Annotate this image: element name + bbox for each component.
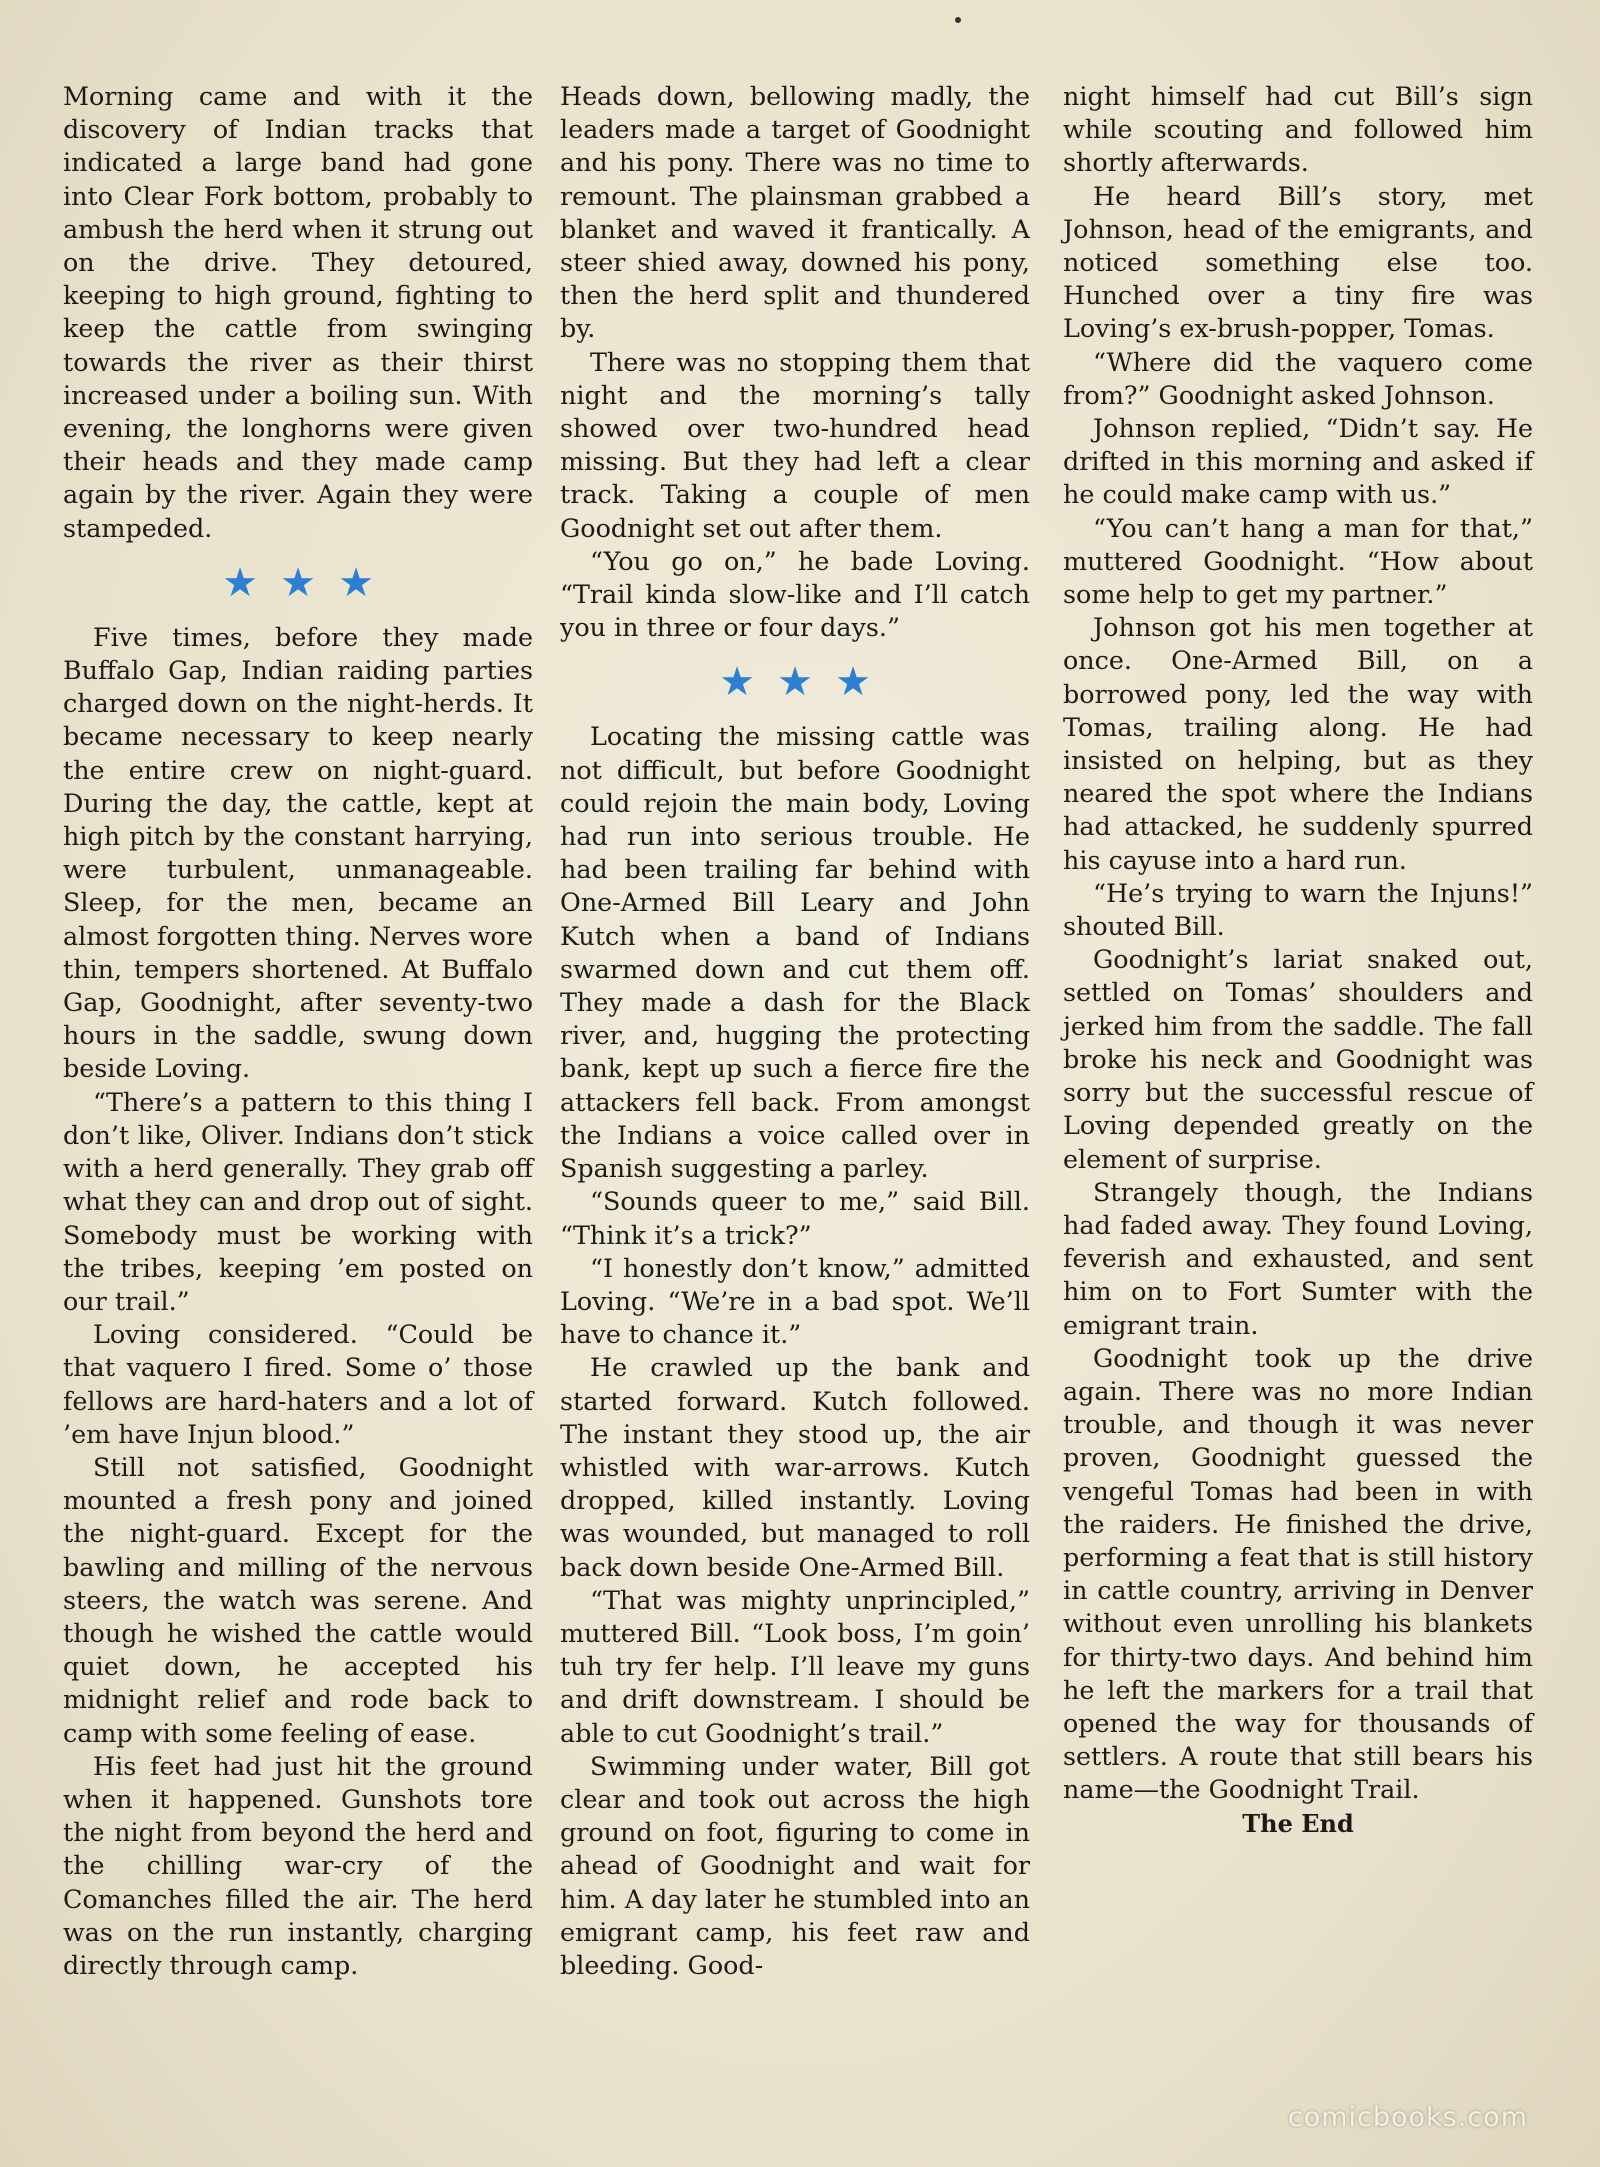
paragraph: Heads down, bellowing madly, the leaders made a target of Goodnight and his pony. There was no time to remount. The plainsman grabbed a blanket and waved it frantically. A steer shied away, downed his pony, then the herd split and thundered by. xyxy=(560,81,1030,344)
star-icon: ★ xyxy=(338,559,374,606)
paragraph: night himself had cut Bill’s sign while scouting and followed him shortly afterwards. xyxy=(1063,81,1533,178)
paragraph: Johnson replied, “Didn’t say. He drifted in this morning and asked if he could make camp with us.” xyxy=(1063,413,1533,510)
paragraph: Goodnight took up the drive again. There was no more Indian trouble, and though it was never proven, Goodnight guessed the vengeful Tomas had been in with the raiders. He finished the drive, performing a feat that is still history in cattle country, arriving in Denver without even unrolling his blankets for thirty-two days. And behind him he left the markers for a trail that opened the way for thousands of settlers. A route that still bears his name—the Goodnight Trail. xyxy=(1063,1342,1533,1805)
watermark: comicbooks.com xyxy=(1287,2102,1528,2133)
section-break xyxy=(560,644,1030,720)
section-break xyxy=(63,545,533,621)
star-icon: ★ xyxy=(835,659,871,706)
paragraph: “There’s a pattern to this thing I don’t like, Oliver. Indians don’t stick with a herd generally. They grab off what they can and drop out of sight. Somebody must be working with the tribes, keeping ’em posted on our trail.” xyxy=(63,1086,533,1316)
text-column-1 xyxy=(63,80,533,1982)
paragraph: Five times, before they made Buffalo Gap, Indian raiding parties charged down on the night-herds. It became necessary to keep nearly the entire crew on night-guard. During the day, the cattle, kept at high pitch by the constant harrying, were turbulent, unmanageable. Sleep, for the men, became an almost forgotten thing. Nerves wore thin, tempers shortened. At Buffalo Gap, Goodnight, after seventy-two hours in the saddle, swung down beside Loving. xyxy=(63,621,533,1084)
star-icon: ★ xyxy=(719,659,755,706)
paragraph: Swimming under water, Bill got clear and took out across the high ground on foot, figuring to come in ahead of Goodnight and wait for him. A day later he stumbled into an emigrant camp, his feet raw and bleeding. Good- xyxy=(560,1750,1030,1980)
paragraph: Still not satisfied, Goodnight mounted a fresh pony and joined the night-guard. Except for the bawling and milling of the nervous steers, the watch was serene. And though he wished the cattle would quiet down, he accepted his midnight relief and rode back to camp with some feeling of ease. xyxy=(63,1451,533,1748)
paragraph: He heard Bill’s story, met Johnson, head of the emigrants, and noticed something else too. Hunched over a tiny fire was Loving’s ex-brush-popper, Tomas. xyxy=(1063,180,1533,344)
paragraph: “Where did the vaquero come from?” Goodnight asked Johnson. xyxy=(1063,346,1533,410)
the-end-label: The End xyxy=(1242,1808,1354,1838)
paragraph: Morning came and with it the discovery of Indian tracks that indicated a large band had gone into Clear Fork bottom, probably to ambush the herd when it strung out on the drive. They detoured, keeping to high ground, fighting to keep the cattle from swinging towards the river as their thirst increased under a boiling sun. With evening, the longhorns were given their heads and they made camp again by the river. Again they were stampeded. xyxy=(63,81,533,543)
paragraph: Locating the missing cattle was not difficult, but before Goodnight could rejoin the main body, Loving had run into serious trouble. He had been trailing far behind with One-Armed Bill Leary and John Kutch when a band of Indians swarmed down and cut them off. They made a dash for the Black river, and, hugging the protecting bank, kept up such a fierce fire the attackers fell back. From amongst the Indians a voice called over in Spanish suggesting a parley. xyxy=(560,721,1030,1184)
paragraph: His feet had just hit the ground when it happened. Gunshots tore the night from beyond the herd and the chilling war-cry of the Comanches filled the air. The herd was on the run instantly, charging directly through camp. xyxy=(63,1750,533,1980)
paragraph: Goodnight’s lariat snaked out, settled on Tomas’ shoulders and jerked him from the saddle. The fall broke his neck and Goodnight was sorry but the successful rescue of Loving depended greatly on the element of surprise. xyxy=(1063,944,1533,1174)
paragraph: “I honestly don’t know,” admitted Loving. “We’re in a bad spot. We’ll have to chance it.” xyxy=(560,1252,1030,1350)
text-column-2 xyxy=(560,80,1030,1982)
paragraph: Johnson got his men together at once. One-Armed Bill, on a borrowed pony, led the way with Tomas, trailing along. He had insisted on helping, but as they neared the spot where the Indians had attacked, he suddenly spurred his cayuse into a hard run. xyxy=(1063,612,1533,875)
paragraph: Loving considered. “Could be that vaquero I fired. Some o’ those fellows are hard-haters and a lot of ’em have Injun blood.” xyxy=(63,1319,533,1449)
paragraph: He crawled up the bank and started forward. Kutch followed. The instant they stood up, the air whistled with war-arrows. Kutch dropped, killed instantly. Loving was wounded, but managed to roll back down beside One-Armed Bill. xyxy=(560,1352,1030,1582)
paragraph: Strangely though, the Indians had faded away. They found Loving, feverish and exhausted, and sent him on to Fort Sumter with the emigrant train. xyxy=(1063,1176,1533,1340)
text-column-3 xyxy=(1063,80,1533,1840)
paragraph: “That was mighty unprincipled,” muttered Bill. “Look boss, I’m goin’ tuh try fer help. I’ll leave my guns and drift downstream. I should be able to cut Goodnight’s trail.” xyxy=(560,1584,1030,1748)
paragraph: “You can’t hang a man for that,” muttered Goodnight. “How about some help to get my partner.” xyxy=(1063,512,1533,610)
paragraph: There was no stopping them that night and the morning’s tally showed over two-hundred head missing. But they had left a clear track. Taking a couple of men Goodnight set out after them. xyxy=(560,346,1030,543)
paragraph: “Sounds queer to me,” said Bill. “Think it’s a trick?” xyxy=(560,1186,1030,1250)
star-icon: ★ xyxy=(280,559,316,606)
page-dot xyxy=(955,17,961,23)
star-icon: ★ xyxy=(777,659,813,706)
star-icon: ★ xyxy=(222,559,258,606)
paragraph: “He’s trying to warn the Injuns!” shouted Bill. xyxy=(1063,877,1533,942)
paragraph: “You go on,” he bade Loving. “Trail kinda slow-like and I’ll catch you in three or four days.” xyxy=(560,545,1030,643)
